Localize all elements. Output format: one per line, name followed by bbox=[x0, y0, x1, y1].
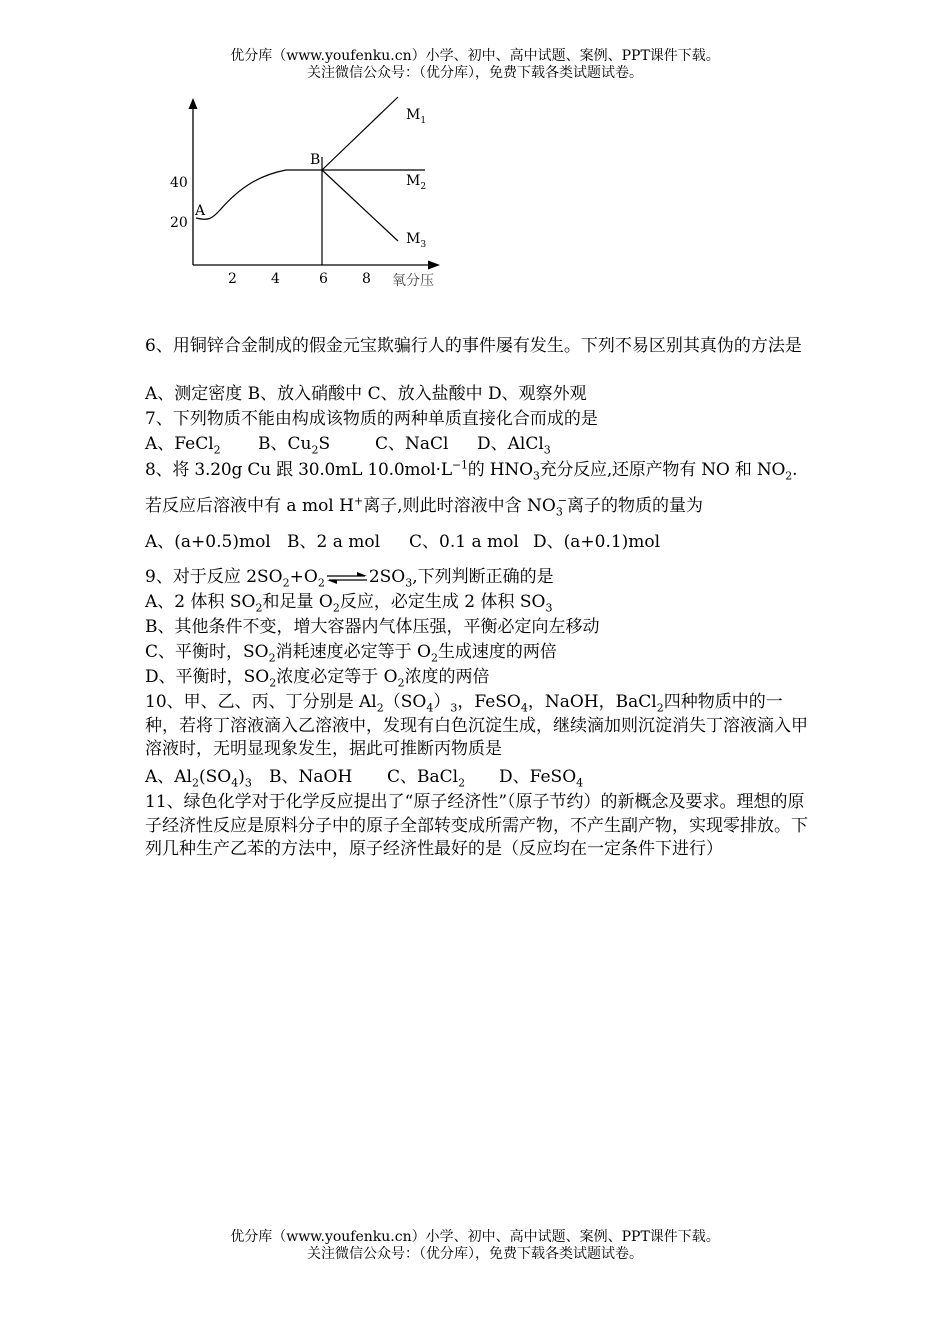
curve-a-b bbox=[196, 170, 322, 219]
q10-option-b: B、NaOH bbox=[269, 767, 353, 787]
q10-option-c: C、BaCl$_2$ bbox=[387, 767, 466, 790]
footer-line-2: 关注微信公众号：（优分库），免费下载各类试题试卷。 bbox=[307, 1246, 643, 1262]
question-9-stem: 9、对于反应 $2SO_2+O_2$ $2SO_3$,下列判断正确的是 bbox=[145, 567, 554, 590]
y-tick-20: 20 bbox=[170, 215, 188, 231]
q10-option-a: A、$Al_2(SO_4)_3$ bbox=[145, 767, 252, 790]
equilibrium-arrow-icon bbox=[325, 571, 369, 585]
x-tick-2: 2 bbox=[228, 271, 237, 287]
question-7-options bbox=[145, 433, 810, 457]
x-tick-8: 8 bbox=[362, 271, 371, 287]
question-8-line-1: 8、将 3.20g Cu 跟 30.0mL $10.0mol\cdot L^{-1}$的 $HNO_3$充分反应,还原产物有 NO 和 $NO_2$. bbox=[145, 458, 798, 483]
page-footer bbox=[0, 1229, 950, 1263]
question-10-stem: 10、甲、乙、丙、丁分别是 $Al_2(SO_4)_3$，FeSO$_4$，NaOH，BaCl$_2$四种物质中的一种，若将丁溶液滴入乙溶液中，发现有白色沉淀生成，继续滴加则沉淀消失丁溶液滴入甲溶液时，无明显现象发生，据此可推断丙物质是 bbox=[145, 692, 808, 759]
header-line-2: 关注微信公众号：（优分库），免费下载各类试题试卷。 bbox=[307, 65, 643, 81]
footer-line-1: 优分库（www.youfenku.cn）小学、初中、高中试题、案例、PPT课件下载。 bbox=[230, 1229, 720, 1245]
question-10-options bbox=[145, 766, 810, 790]
point-a-label: A bbox=[195, 203, 206, 219]
x-tick-6: 6 bbox=[319, 271, 328, 287]
oxygen-pressure-figure bbox=[160, 95, 460, 300]
q7-option-a: A、FeCl$_2$ bbox=[145, 434, 221, 457]
question-7-stem: 7、下列物质不能由构成该物质的两种单质直接化合而成的是 bbox=[145, 409, 598, 429]
q7-option-c: C、NaCl bbox=[375, 434, 449, 454]
point-b-label: B bbox=[310, 152, 321, 168]
question-6-options: A、测定密度 B、放入硝酸中 C、放入盐酸中 D、观察外观 bbox=[145, 384, 587, 404]
y-tick-40: 40 bbox=[170, 175, 188, 191]
q9-option-a: A、2 体积 $SO_2$和足量 $O_2$反应，必定生成 2 体积 $SO_3$ bbox=[145, 592, 553, 615]
q8-option-d: D、(a+0.1)mol bbox=[533, 532, 661, 552]
page-header bbox=[0, 48, 950, 82]
q9-option-c: C、平衡时，$SO_2$消耗速度必定等于 $O_2$生成速度的两倍 bbox=[145, 642, 557, 665]
q8-option-b: B、2 a mol bbox=[287, 532, 381, 552]
x-axis-arrow bbox=[428, 261, 440, 270]
question-8-line-2: 若反应后溶液中有 a mol H+离子,则此时溶液中含 $NO_3^-$离子的物质的量为 bbox=[145, 494, 704, 519]
label-m2: $M_2$ bbox=[406, 173, 427, 192]
q8-option-c: C、0.1 a mol bbox=[409, 532, 519, 552]
q9-option-d: D、平衡时，$SO_2$浓度必定等于 $O_2$浓度的两倍 bbox=[145, 667, 490, 690]
y-axis-arrow bbox=[189, 98, 198, 109]
question-11-stem: 11、绿色化学对于化学反应提出了“原子经济性”（原子节约）的新概念及要求。理想的原子经济性反应是原料分子中的原子全部转变成所需产物，不产生副产物，实现零排放。下列几种生产乙苯的方法中，原子经济性最好的是（反应均在一定条件下进行） bbox=[145, 792, 808, 859]
header-line-1: 优分库（www.youfenku.cn）小学、初中、高中试题、案例、PPT课件下载。 bbox=[230, 48, 720, 64]
question-8-options bbox=[145, 531, 810, 555]
x-tick-4: 4 bbox=[271, 271, 280, 287]
x-axis-label: 氧分压 bbox=[392, 273, 434, 289]
q7-option-d: D、AlCl$_3$ bbox=[477, 434, 551, 457]
label-m3: $M_3$ bbox=[406, 231, 427, 250]
label-m1: $M_1$ bbox=[406, 107, 427, 126]
q8-option-a: A、(a+0.5)mol bbox=[145, 532, 271, 552]
q9-option-b: B、其他条件不变，增大容器内气体压强，平衡必定向左移动 bbox=[145, 617, 600, 637]
branch-m3 bbox=[322, 170, 398, 241]
q7-option-b: B、$Cu_2S$ bbox=[258, 434, 331, 457]
branch-m1 bbox=[322, 97, 398, 170]
question-6-stem: 6、用铜锌合金制成的假金元宝欺骗行人的事件屡有发生。下列不易区别其真伪的方法是 bbox=[145, 336, 802, 356]
q10-option-d: D、FeSO$_4$ bbox=[499, 767, 584, 790]
